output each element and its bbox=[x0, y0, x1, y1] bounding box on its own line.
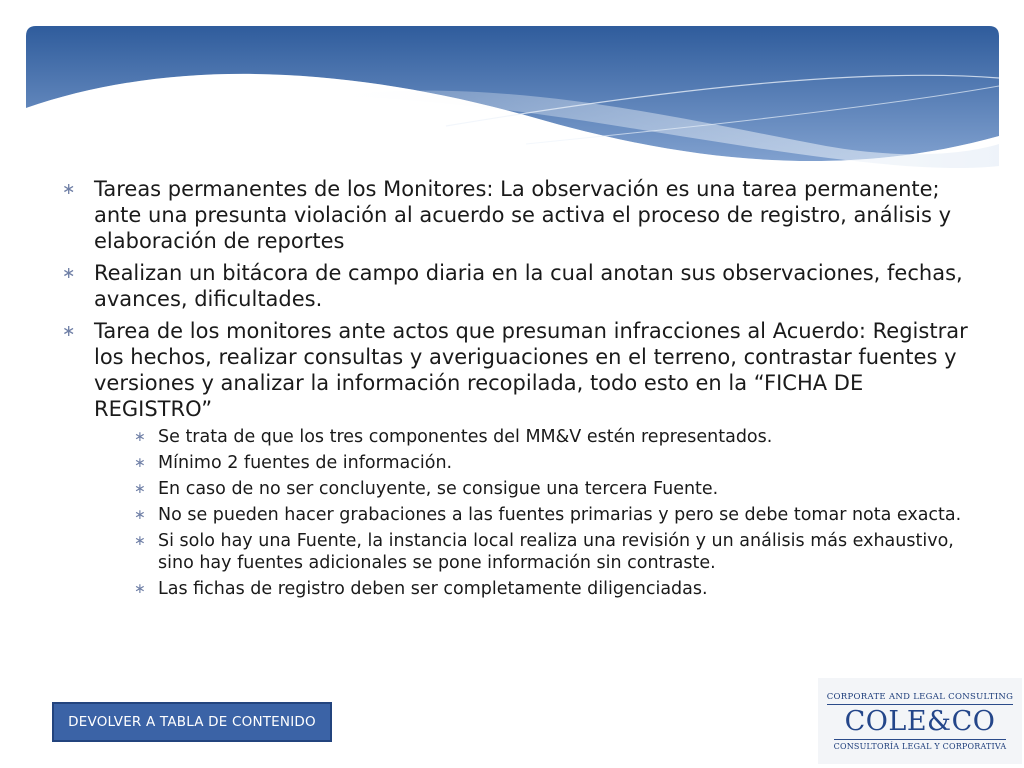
bullet-star-icon: ∗ bbox=[62, 263, 76, 282]
wave-graphic bbox=[26, 26, 999, 186]
bullet-text: Tareas permanentes de los Monitores: La observación es una tarea permanente; ante una presunta violación al acuerdo se activa el proceso de registro, análisis y elaboración de reportes bbox=[94, 177, 952, 253]
bullet-star-icon: ∗ bbox=[134, 481, 146, 497]
back-to-contents-label: DEVOLVER A TABLA DE CONTENIDO bbox=[68, 714, 316, 730]
sub-bullet-item bbox=[128, 426, 982, 448]
sub-bullet-text: Se trata de que los tres componentes del MM&V estén representados. bbox=[158, 427, 773, 447]
sub-bullet-text: En caso de no ser concluyente, se consigue una tercera Fuente. bbox=[158, 479, 719, 499]
sub-bullet-item bbox=[128, 530, 982, 574]
sub-bullet-text: Mínimo 2 fuentes de información. bbox=[158, 453, 453, 473]
bullet-text: Tarea de los monitores ante actos que presuman infracciones al Acuerdo: Registrar los hechos, realizar consultas y averiguaciones en el terreno, contrastar fuentes y versiones y analizar la información recopilada, todo esto en la “FICHA DE REGISTRO” bbox=[94, 319, 968, 421]
logo-main-text: COLE&CO bbox=[844, 705, 996, 737]
bullet-text: Realizan un bitácora de campo diaria en la cual anotan sus observaciones, fechas, avances, dificultades. bbox=[94, 261, 963, 311]
sub-bullet-item bbox=[128, 452, 982, 474]
sub-bullet-text: No se pueden hacer grabaciones a las fuentes primarias y pero se debe tomar nota exacta. bbox=[158, 505, 962, 525]
sub-bullet-item bbox=[128, 504, 982, 526]
bullet-star-icon: ∗ bbox=[62, 321, 76, 340]
slide-body bbox=[62, 176, 982, 604]
header-wave-banner bbox=[26, 26, 999, 186]
bullet-star-icon: ∗ bbox=[134, 507, 146, 523]
bullet-item bbox=[62, 318, 982, 600]
sub-bullet-item bbox=[128, 478, 982, 500]
bullet-item bbox=[62, 260, 982, 312]
bullet-star-icon: ∗ bbox=[62, 179, 76, 198]
bullet-star-icon: ∗ bbox=[134, 533, 146, 549]
coleco-logo bbox=[818, 678, 1022, 764]
logo-top-text: CORPORATE AND LEGAL CONSULTING bbox=[827, 692, 1014, 705]
sub-bullet-text: Si solo hay una Fuente, la instancia local realiza una revisión y un análisis más exhaustivo, sino hay fuentes adicionales se pone información sin contraste. bbox=[158, 531, 954, 573]
bullet-star-icon: ∗ bbox=[134, 429, 146, 445]
logo-bottom-text: CONSULTORÍA LEGAL Y CORPORATIVA bbox=[834, 739, 1007, 751]
main-bullet-list bbox=[62, 176, 982, 600]
sub-bullet-text: Las fichas de registro deben ser completamente diligenciadas. bbox=[158, 579, 708, 599]
bullet-item bbox=[62, 176, 982, 254]
bullet-star-icon: ∗ bbox=[134, 455, 146, 471]
bullet-star-icon: ∗ bbox=[134, 581, 146, 597]
sub-bullet-item bbox=[128, 578, 982, 600]
sub-bullet-list bbox=[94, 426, 982, 600]
back-to-contents-button[interactable] bbox=[52, 702, 332, 742]
